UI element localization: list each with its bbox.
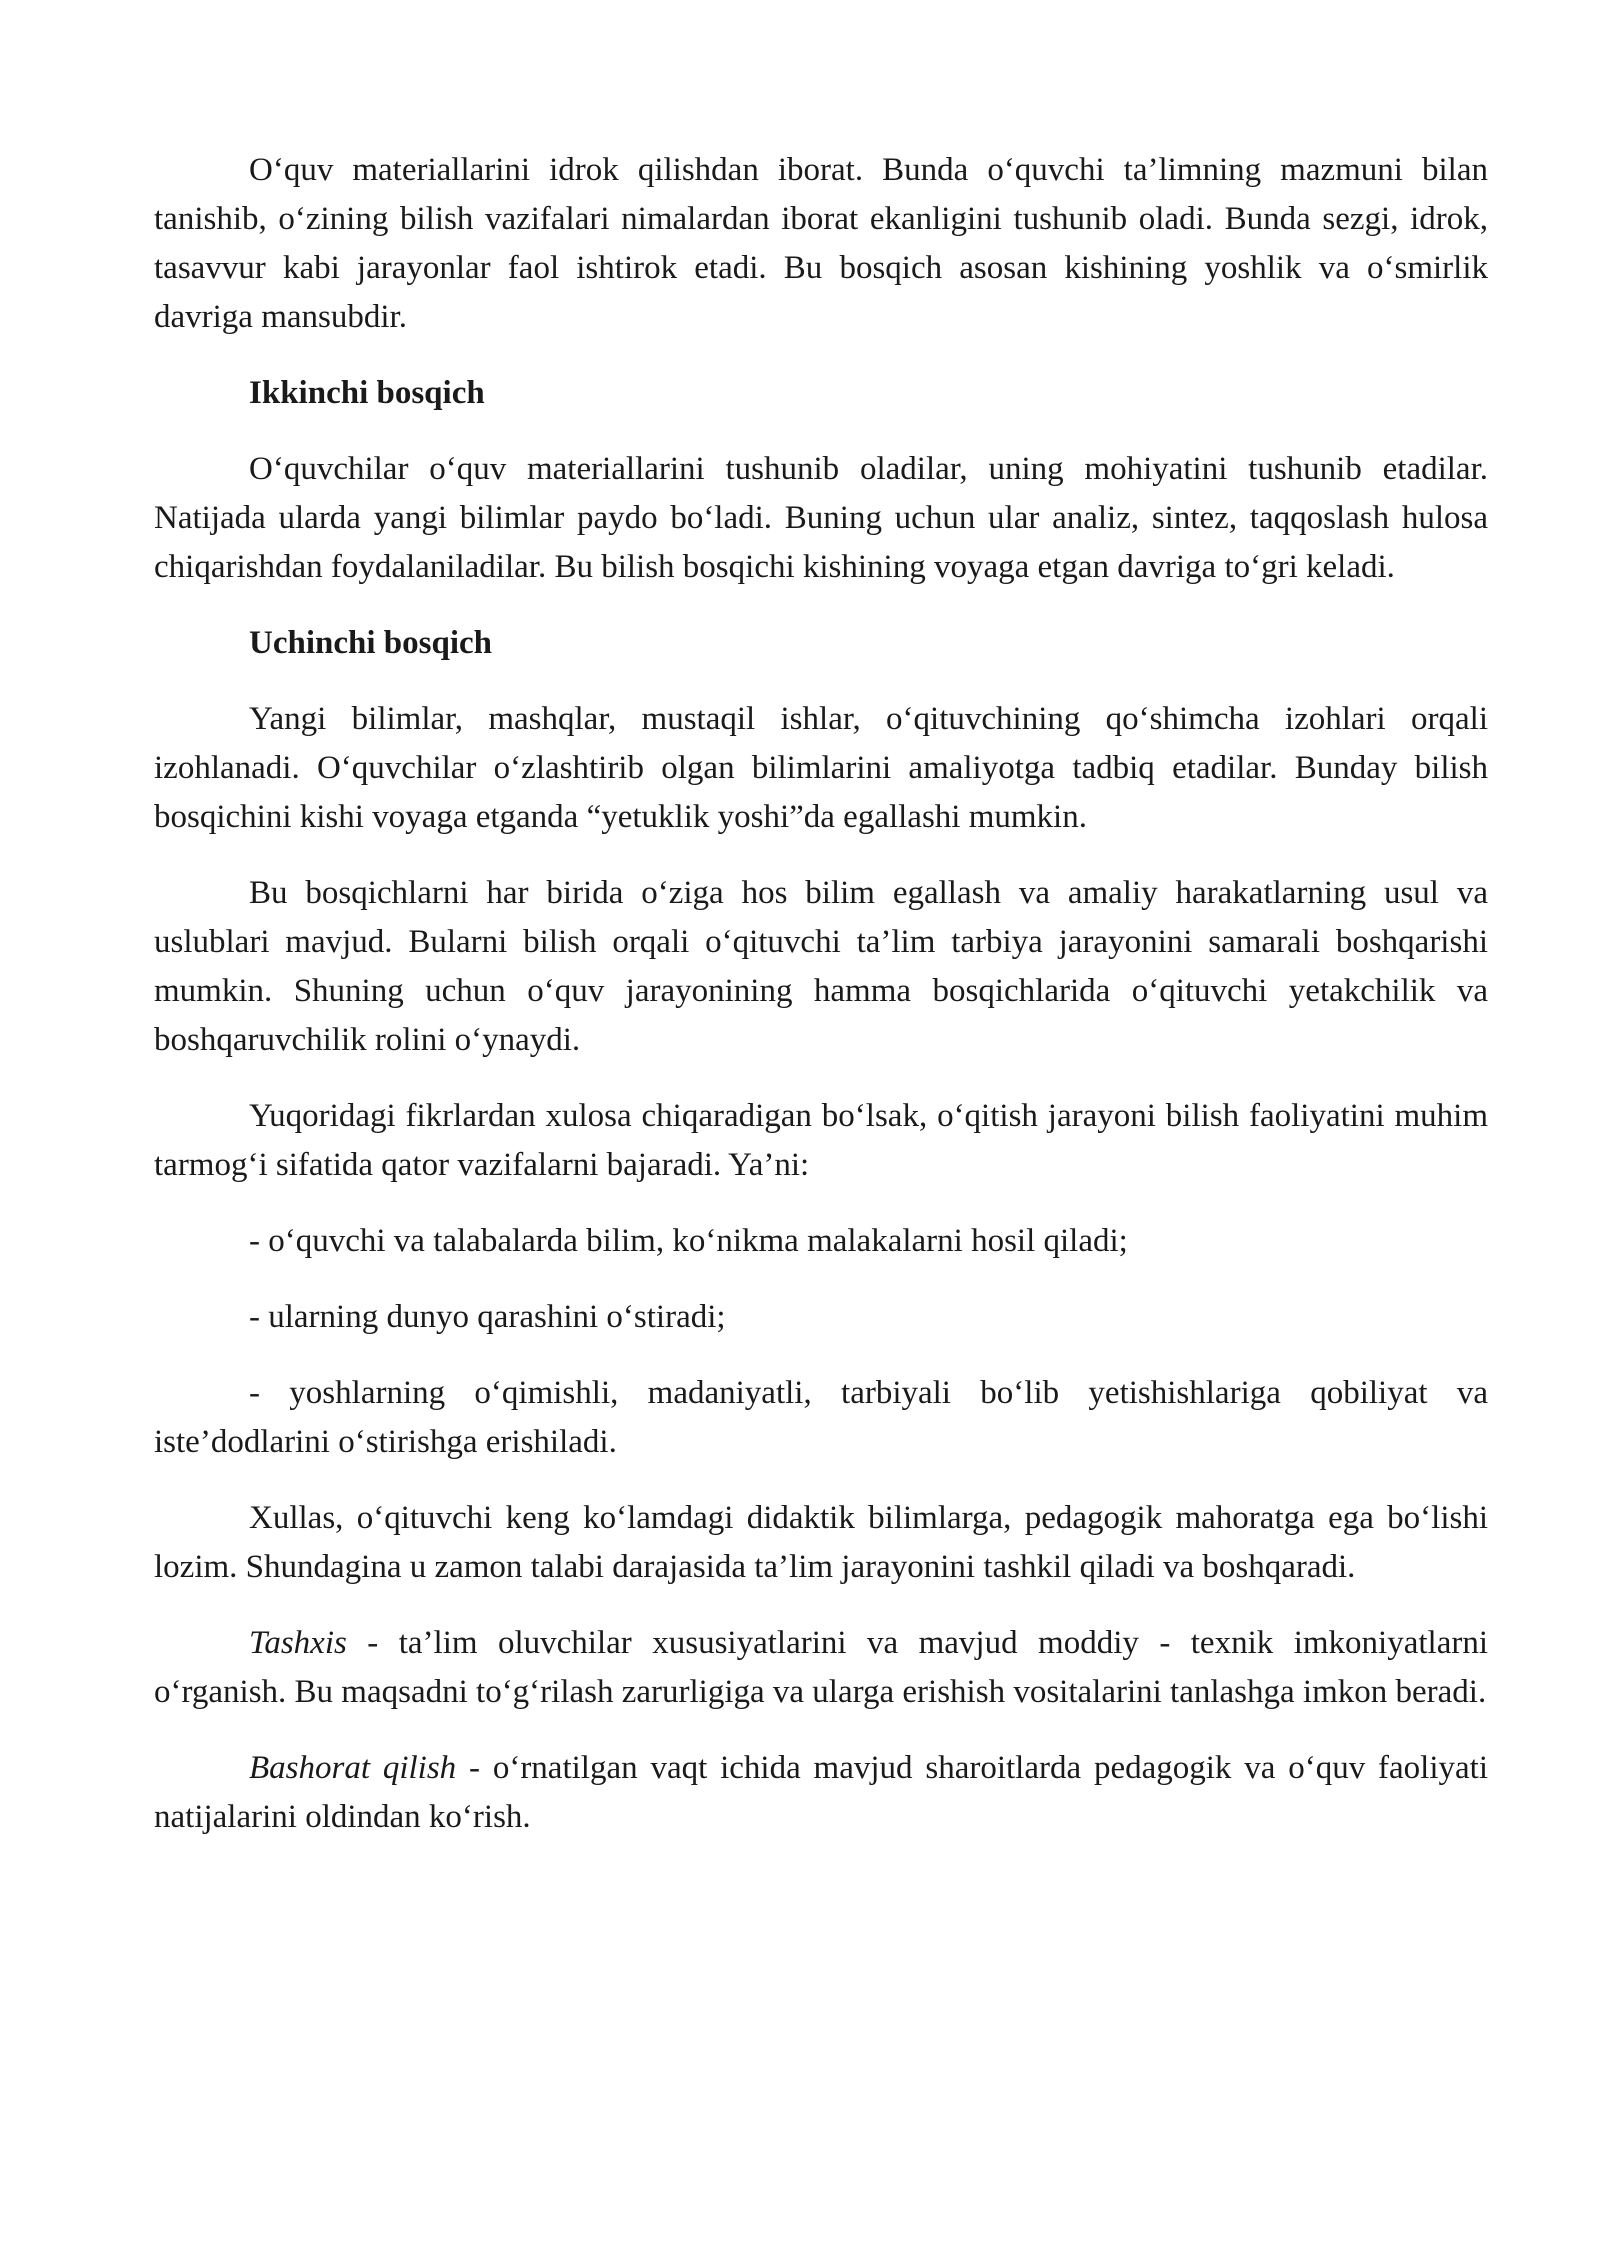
definition-forecasting: - o‘rnatilgan vaqt ichida mavjud sharoitlarda pedagogik va o‘quv faoliyati natijalarini oldindan ko‘rish.	[154, 1750, 1488, 1835]
list-item: - ularning dunyo qarashini o‘stiradi;	[249, 1299, 726, 1335]
paragraph-stages-methods: Bu bosqichlarni har birida o‘ziga hos bilim egallash va amaliy harakatlarning usul va uslublari mavjud. Bularni bilish orqali o‘qituvchi ta’lim tarbiya jarayonini samarali boshqarishi mumkin. Shuning uchun o‘quv jarayonining hamma bosqichlarida o‘qituvchi yetakchilik va boshqaruvchilik rolini o‘ynaydi.	[154, 875, 1488, 1058]
list-item: - o‘quvchi va talabalarda bilim, ko‘nikma malakalarni hosil qiladi;	[249, 1223, 1128, 1259]
paragraph-summary: Xullas, o‘qituvchi keng ko‘lamdagi didaktik bilimlarga, pedagogik mahoratga ega bo‘lishi lozim. Shundagina u zamon talabi darajasida ta’lim jarayonini tashkil qiladi va boshqaradi.	[154, 1500, 1488, 1585]
paragraph-stage-three: Yangi bilimlar, mashqlar, mustaqil ishlar, o‘qituvchining qo‘shimcha izohlari orqali izohlanadi. O‘quvchilar o‘zlashtirib olgan bilimlarini amaliyotga tadbiq etadilar. Bunday bilish bosqichini kishi voyaga etganda “yetuklik yoshi”da egallashi mumkin.	[154, 701, 1488, 835]
term-forecasting: Bashorat qilish	[249, 1750, 457, 1786]
term-diagnosis: Tashxis	[249, 1625, 347, 1661]
paragraph-conclusion-intro: Yuqoridagi fikrlardan xulosa chiqaradigan bo‘lsak, o‘qitish jarayoni bilish faoliyatini muhim tarmog‘i sifatida qator vazifalarni bajaradi. Ya’ni:	[154, 1098, 1488, 1183]
list-item: - yoshlarning o‘qimishli, madaniyatli, tarbiyali bo‘lib yetishishlariga qobiliyat va iste’dodlarini o‘stirishga erishiladi.	[154, 1375, 1488, 1460]
paragraph-diagnosis	[154, 1619, 1488, 1717]
paragraph-stage-two: O‘quvchilar o‘quv materiallarini tushunib oladilar, uning mohiyatini tushunib etadilar. Natijada ularda yangi bilimlar paydo bo‘ladi. Buning uchun ular analiz, sintez, taqqoslash hulosa chiqarishdan foydalaniladilar. Bu bilish bosqichi kishining voyaga etgan davriga to‘gri keladi.	[154, 451, 1488, 585]
document-body	[154, 146, 1488, 1869]
paragraph-forecasting	[154, 1744, 1488, 1842]
heading-second-stage: Ikkinchi bosqich	[249, 375, 485, 411]
definition-diagnosis: - ta’lim oluvchilar xususiyatlarini va mavjud moddiy - texnik imkoniyatlarni o‘rganish. Bu maqsadni to‘g‘rilash zarurligiga va ularga erishish vositalarini tanlashga imkon beradi.	[154, 1625, 1488, 1710]
heading-third-stage: Uchinchi bosqich	[249, 625, 492, 661]
paragraph-stage-one: O‘quv materiallarini idrok qilishdan iborat. Bunda o‘quvchi ta’limning mazmuni bilan tanishib, o‘zining bilish vazifalari nimalardan iborat ekanligini tushunib oladi. Bunda sezgi, idrok, tasavvur kabi jarayonlar faol ishtirok etadi. Bu bosqich asosan kishining yoshlik va o‘smirlik davriga mansubdir.	[154, 152, 1488, 335]
